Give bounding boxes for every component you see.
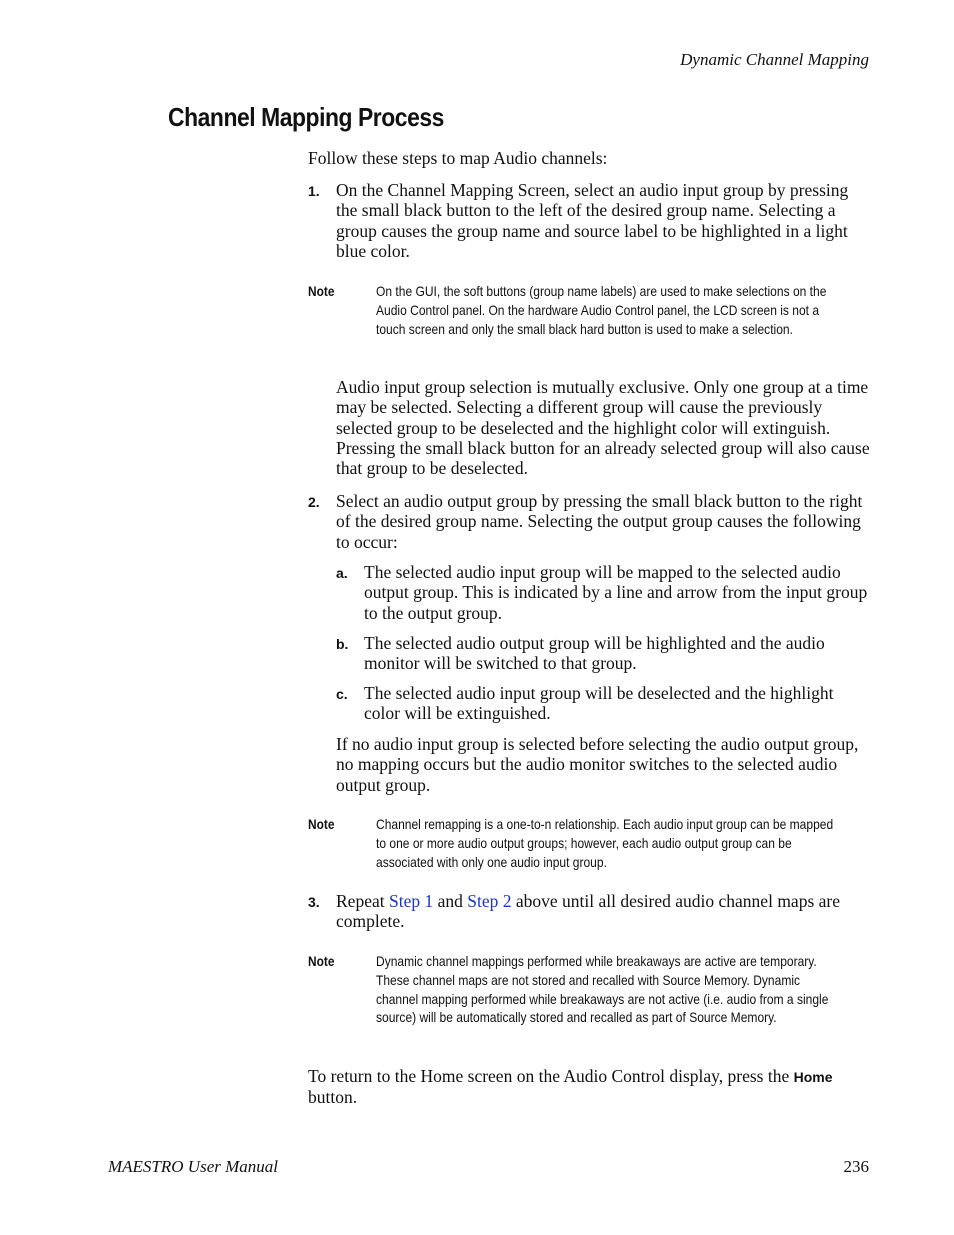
note-text: Channel remapping is a one-to-n relationship. Each audio input group can be mapped to one or more audio output groups; however, each audio output group can be associated with only one audio input group. (376, 816, 834, 870)
note-label: Note (308, 816, 335, 832)
footer-manual-title: MAESTRO User Manual (108, 1157, 278, 1176)
step-number: 3. (308, 894, 320, 910)
step-1-link[interactable]: Step 1 (388, 891, 434, 911)
page-number: 236 (843, 1157, 869, 1176)
step-number: 1. (308, 183, 320, 199)
note-label: Note (308, 283, 335, 299)
home-button-label: Home (793, 1069, 833, 1085)
closing-paragraph (308, 1066, 870, 1108)
step-number: 2. (308, 494, 320, 510)
note-text: On the GUI, the soft buttons (group name labels) are used to make selections on the Audio Control panel. On the hardware Audio Control panel, the LCD screen is not a touch screen and only the small black hard button is used to make a selection. (376, 283, 827, 337)
step-text (336, 891, 870, 932)
intro-paragraph: Follow these steps to map Audio channels: (308, 148, 608, 168)
substep-letter: c. (336, 686, 348, 702)
substep-letter: a. (336, 565, 348, 581)
step-text-mid: and (437, 891, 463, 911)
closing-text-before: To return to the Home screen on the Audio Control display, press the (308, 1066, 790, 1086)
step-2-link[interactable]: Step 2 (467, 891, 512, 911)
step-text: On the Channel Mapping Screen, select an audio input group by pressing the small black button to the left of the desired group name. Selecting a group causes the group name and source label to be highlighted in a light blue color. (336, 180, 849, 261)
section-title: Channel Mapping Process (168, 102, 444, 132)
substep-text: The selected audio input group will be mapped to the selected audio output group. This is indicated by a line and arrow from the input group to the output group. (364, 562, 868, 623)
substep-letter: b. (336, 636, 349, 652)
substep-text: The selected audio output group will be highlighted and the audio monitor will be switched to that group. (364, 633, 825, 674)
step-text: Select an audio output group by pressing the small black button to the right of the desired group name. Selecting the output group causes the following to occur: (336, 491, 863, 552)
note-text: Dynamic channel mappings performed while breakaways are active are temporary. These channel maps are not stored and recalled with Source Memory. Dynamic channel mapping performed while breakaways are not active (i.e. audio from a single source) will be automatically stored and recalled as part of Source Memory. (376, 953, 829, 1026)
exclusive-selection-paragraph: Audio input group selection is mutually exclusive. Only one group at a time may be selected. Selecting a different group will cause the previously selected group to be deselected and the highlight color will extinguish. Pressing the small black button for an already selected group will also cause that group to be deselected. (336, 377, 870, 479)
no-input-paragraph: If no audio input group is selected before selecting the audio output group, no mapping occurs but the audio monitor switches to the selected audio output group. (336, 734, 859, 795)
substep-text: The selected audio input group will be deselected and the highlight color will be extinguished. (364, 683, 834, 724)
closing-text-after: button. (308, 1087, 358, 1108)
step-text-after: above until all desired audio channel maps are complete. (336, 891, 840, 932)
step-text-before: Repeat (336, 891, 385, 911)
running-header: Dynamic Channel Mapping (680, 50, 869, 69)
note-label: Note (308, 953, 335, 969)
